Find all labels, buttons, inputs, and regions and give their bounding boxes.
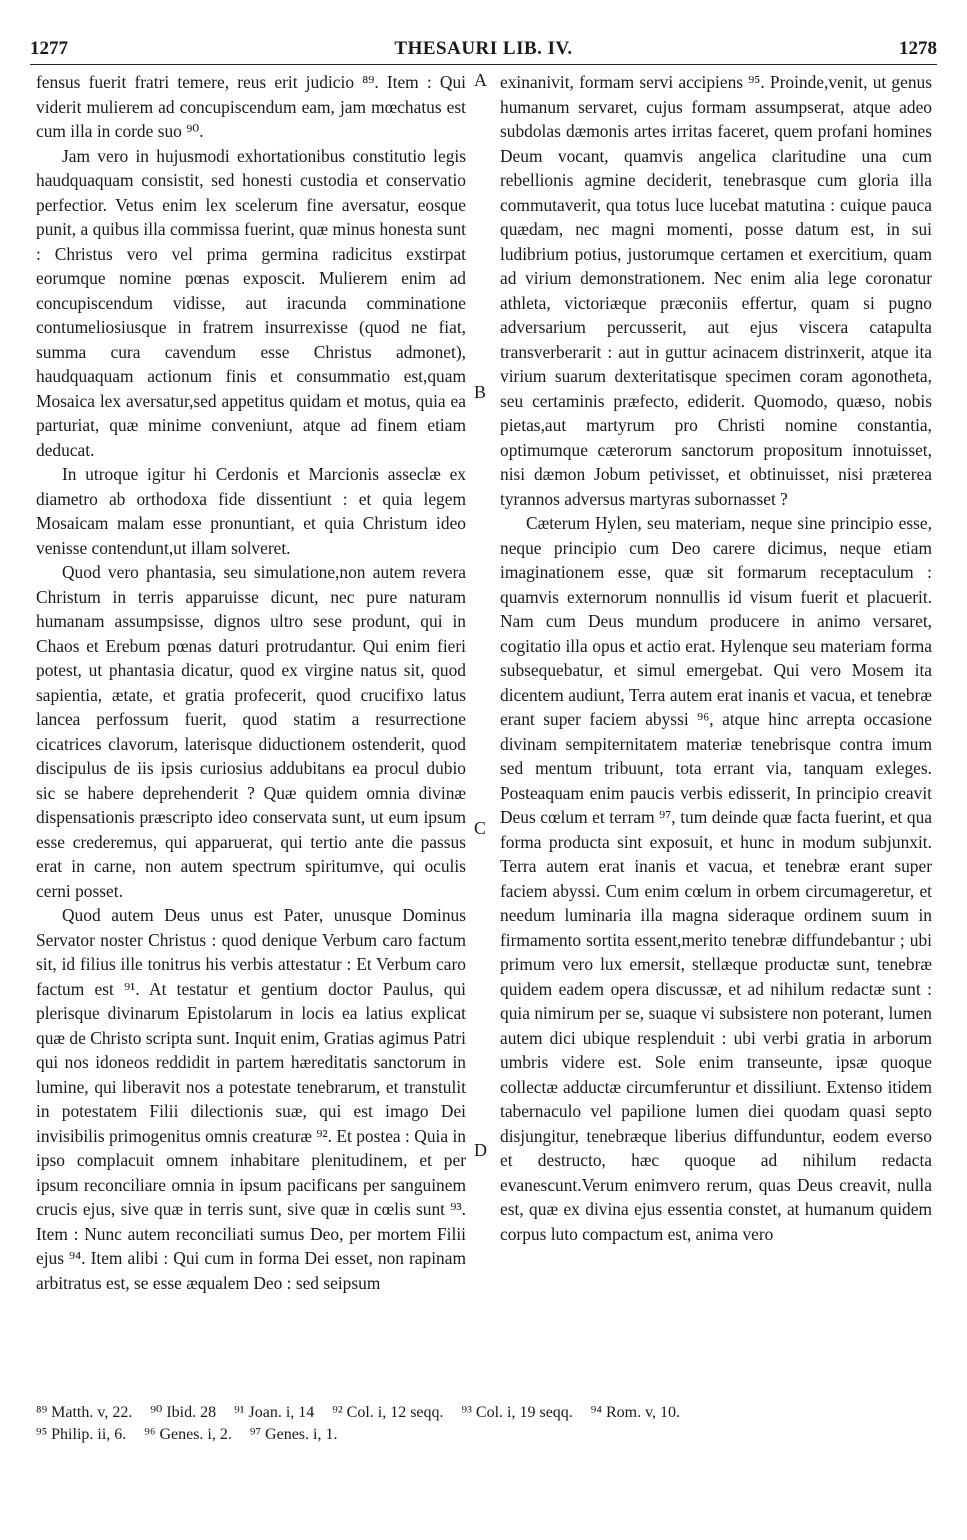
footnote-line-2 [36,1424,937,1446]
right-paragraph-2: Cæterum Hylen, seu materiam, neque sine principio esse, neque principio cum Deo carere dicimus, neque etiam imaginationem esse, quæ sit formarum receptaculum : quamvis externorum nonnullis id visum fuerit et placuerit. Nam cum Deus mundum producere in animo versaret, cogitatio illa opus et actio erat. Hylenque seu materiam forma subsequebatur, et simul emergebat. Qui vero Mosem ita dicentem audiunt, Terra autem erat inanis et vacua, et tenebræ erant super faciem abyssi ⁹⁶, atque hinc arrepta occasione divinam sempiternitatem materiæ tenebrisque contra imum sed mentum tribuunt, tota errant via, tanquam exleges. Posteaquam enim paucis verbis edisserit, In principio creavit Deus cœlum et terram ⁹⁷, tum deinde quæ facta fuerint, et qua forma producta sint exposuit, et hunc in modum subjunxit. Terra autem erat inanis et vacua, et tenebræ erant super faciem abyssi. Cum enim cœlum in orbem circumageretur, et needum luminaria illa magna sideraque ordinem suum in firmamento sortita essent,merito tenebræ diffundebantur ; ubi primum vero lux emersit, stellæque productæ sunt, tenebræ quidem eadem opera discussæ, et ad nihilum redactæ sunt : quia nimirum per se, suaque vi subsistere non poterant, lumen autem dici ubique resplenduit : ubi verbi gratia in arborum umbris videre est. Sole enim transeunte, ipsæ quoque collectæ adductæ circumferuntur et dissiliunt. Extenso itidem tabernaculo vel papilione lumen diei quodam quasi septo disjungitur, tenebræque liberius diffunduntur, eodem everso et destructo, hæc quoque ad nihilum redacta evanescunt.Verum enimvero rerum, quas Deus creavit, nulla est, quæ ex divina ejus essentia constet, at humanum quidem corpus luto compactum est, anima vero [500,513,932,1244]
right-paragraph-1: exinanivit, formam servi accipiens ⁹⁵. Proinde,venit, ut genus humanum servaret, cujus formam assumpserat, atque adeo subdolas dæmonis artes irritas faceret, quem profani homines Deum vocant, quamvis angelica claritudine una cum rebellionis agmine deciderit, tenebrasque cum gloria illa commutaverit, qua totus luce lucebat matutina : cuique pauca quædam, nec magni momenti, posse datum est, in sui ludibrium potius, justorumque certamen et exercitium, quam ad virium demonstrationem. Nec enim alia lege coronatur athleta, victoriæque præconiis effertur, quam si pugno adversarium percusserit, aut ejus viscera catapulta transverberarit : aut in guttur acinacem distrinxerit, atque ita virium suarum dexteritatisque specimen coram agonotheta, seu certaminis præfecto, ediderit. Quomodo, quæso, nobis pietas,aut martyrum pro Christi nomine constantia, optimumque cæterorum sanctorum propositum innotuisset, nisi dæmon Jobum petivisset, et obtinuisset, nisi præterea tyrannos adversus martyras subornasset ? [500,72,932,509]
left-paragraph-5: Quod autem Deus unus est Pater, unusque Dominus Servator noster Christus : quod denique Verbum caro factum sit, id filius ille tonitrus his verbis attestatur : Et Verbum caro factum est ⁹¹. At testatur et gentium doctor Paulus, qui plerisque divinarum Epistolarum in locis ea latius explicat quæ de Christo scripta sunt. Inquit enim, Gratias agimus Patri qui nos idoneos reddidit in partem hæreditatis sanctorum in lumine, qui liberavit nos a potestate tenebrarum, et transtulit in potestatem Filii dilectionis suæ, qui est imago Dei invisibilis primogenitus omnis creaturæ ⁹². Et postea : Quia in ipso complacuit omnem inhabitare plenitudinem, et per ipsum reconciliare omnia in ipsum pacificans per sanguinem crucis ejus, sive quæ in terris sunt, sive quæ in cœlis sunt ⁹³. Item : Nunc autem reconciliati sumus Deo, per mortem Filii ejus ⁹⁴. Item alibi : Qui cum in forma Dei esset, non rapinam arbitratus est, se esse æqualem Deo : sed seipsum [36,905,466,1293]
footnote-95: ⁹⁵ Philip. ii, 6. [36,1426,127,1443]
section-marker-a: A [474,70,487,90]
header-rule [30,64,937,65]
page-number-left: 1277 [30,38,68,59]
left-paragraph-3: In utroque igitur hi Cerdonis et Marcionis asseclæ ex diametro ab orthodoxa fide dissentiunt : et quia legem Mosaicam malam esse pronuntiant, et quia Christum ideo venisse contendunt,ut illam solveret. [36,464,466,558]
footnote-94: ⁹⁴ Rom. v, 10. [590,1404,681,1421]
left-paragraph-4: Quod vero phantasia, seu simulatione,non autem revera Christum in terris apparuisse dicunt, nec pure naturam humanam assumpsisse, dignos ultro sese produnt, qui in Chaos et Erebum pœnas daturi protrudantur. Qui enim fieri potest, ut phantasia dicatur, quod ex virgine natus sit, quod sapientia, ætate, et gratia profecerit, quod crucifixo latus lancea perfossum fuerit, quod statim a resurrectione cicatrices clavorum, laterisque diductionem ostenderit, quod discipulus de iis ipsis curiosius addubitans ea procul dubio sic se habere deprehenderit ? Quæ quidem omnia divinæ dispensationis præscripto ideo conservata sunt, ut eum ipsum esse crederemus, qui apparuerat, qui tertio ante die passus erat in carne, non autem spectrum spiritumve, qui oculis cerni posset. [36,562,466,901]
footnote-93: ⁹³ Col. i, 19 seqq. [461,1404,573,1421]
footnote-91: ⁹¹ Joan. i, 14 [234,1404,315,1421]
footnote-96: ⁹⁶ Genes. i, 2. [144,1426,232,1443]
left-paragraph-2: Jam vero in hujusmodi exhortationibus constitutio legis haudquaquam consistit, sed honesti custodia et conservatio perfectior. Vetus enim lex scelerum fine aversatur, eosque punit, a quibus illa commissa fuerint, quæ minus honesta sunt : Christus vero vel prima germina radicitus exstirpat eorumque nomine pœnas exposcit. Mulierem enim ad concupiscendum vidisse, aut iracunda comminatione contumeliosiusque in fratrem insurrexisse (quod ne fiat, summa cura cavendum esse Christus admonet), haudquaquam actionum finis et consummatio est,quam Mosaica lex aversatur,sed appetitus quidam et motus, quia ea parturiat, quæ minime conveniunt, atque ad finem etiam deducat. [36,145,466,460]
left-column [36,70,466,1400]
section-marker-c: C [474,818,487,838]
footnotes [36,1402,937,1446]
section-marker-b: B [474,382,487,402]
footnote-line-1 [36,1402,937,1424]
footnote-90: ⁹⁰ Ibid. 28 [150,1404,217,1421]
right-column [500,70,932,1400]
footnote-89: ⁸⁹ Matth. v, 22. [36,1404,133,1421]
running-title: THESAURI LIB. IV. [394,38,573,59]
section-marker-d: D [474,1140,487,1160]
footnote-97: ⁹⁷ Genes. i, 1. [249,1426,338,1443]
footnote-92: ⁹² Col. i, 12 seqq. [332,1404,444,1421]
page-number-right: 1278 [899,38,937,59]
left-paragraph-1: fensus fuerit fratri temere, reus erit judicio ⁸⁹. Item : Qui viderit mulierem ad concupiscendum eam, jam mœchatus est cum illa in corde suo ⁹⁰. [36,72,466,141]
running-header [30,20,937,62]
